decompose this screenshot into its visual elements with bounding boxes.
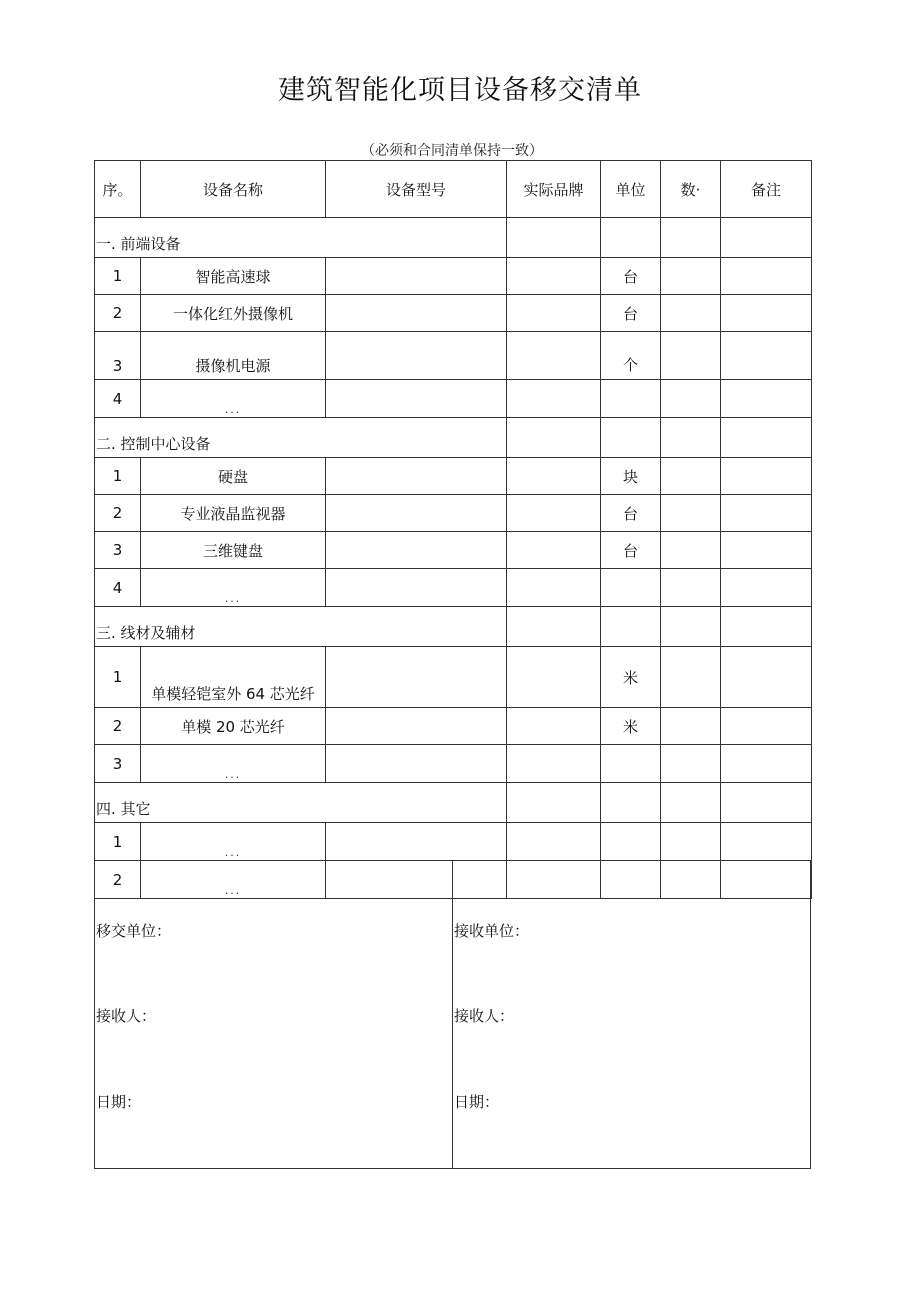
table-row (95, 647, 812, 708)
row-remark (721, 332, 812, 380)
empty-cell (601, 607, 661, 647)
row-seq: 2 (95, 495, 141, 532)
row-model (326, 332, 507, 380)
table-row (95, 745, 812, 783)
section-label: 二. 控制中心设备 (95, 418, 507, 458)
signoff-section (94, 860, 811, 1169)
row-seq: 2 (95, 708, 141, 745)
empty-cell (661, 418, 721, 458)
row-unit (601, 380, 661, 418)
row-brand (507, 823, 601, 861)
table-row (95, 380, 812, 418)
signoff-left-column (95, 860, 453, 1168)
row-brand (507, 295, 601, 332)
row-brand (507, 258, 601, 295)
header-qty: 数· (661, 161, 721, 218)
row-qty (661, 458, 721, 495)
table-row (95, 258, 812, 295)
document-title: 建筑智能化项目设备移交清单 (278, 75, 642, 106)
row-qty (661, 823, 721, 861)
row-remark (721, 745, 812, 783)
section-label: 四. 其它 (95, 783, 507, 823)
row-seq: 4 (95, 569, 141, 607)
row-brand (507, 569, 601, 607)
row-name: 智能高速球 (141, 258, 326, 295)
row-model (326, 708, 507, 745)
row-unit: 个 (601, 332, 661, 380)
row-qty (661, 495, 721, 532)
row-qty (661, 295, 721, 332)
row-remark (721, 295, 812, 332)
row-remark (721, 380, 812, 418)
row-seq: 1 (95, 258, 141, 295)
row-unit: 台 (601, 258, 661, 295)
handover-date-label: 日期： (96, 1093, 142, 1111)
row-name: ... (141, 745, 326, 783)
receiving-unit-label: 接收单位： (454, 922, 530, 940)
row-seq: 3 (95, 745, 141, 783)
row-unit: 台 (601, 295, 661, 332)
row-unit (601, 823, 661, 861)
row-model (326, 745, 507, 783)
row-qty (661, 532, 721, 569)
row-remark (721, 569, 812, 607)
section-row (95, 607, 812, 647)
header-seq: 序。 (95, 161, 141, 218)
row-brand (507, 647, 601, 708)
row-remark (721, 495, 812, 532)
row-qty (661, 569, 721, 607)
empty-cell (507, 418, 601, 458)
document-subtitle: （必须和合同清单保持一致） (361, 143, 543, 159)
row-unit: 台 (601, 532, 661, 569)
row-unit: 米 (601, 647, 661, 708)
header-model: 设备型号 (326, 161, 507, 218)
table-row (95, 569, 812, 607)
header-remark: 备注 (721, 161, 812, 218)
row-name: ... (141, 861, 326, 899)
row-model (326, 495, 507, 532)
row-seq: 1 (95, 647, 141, 708)
row-seq: 4 (95, 380, 141, 418)
empty-cell (601, 783, 661, 823)
row-seq: 3 (95, 332, 141, 380)
row-qty (661, 708, 721, 745)
row-qty (661, 258, 721, 295)
table-row (95, 332, 812, 380)
section-row (95, 418, 812, 458)
empty-cell (721, 218, 812, 258)
row-name: 硬盘 (141, 458, 326, 495)
handover-receiver-label: 接收人： (96, 1007, 157, 1025)
row-seq: 1 (95, 458, 141, 495)
empty-cell (721, 607, 812, 647)
section-label: 三. 线材及辅材 (95, 607, 507, 647)
empty-cell (507, 218, 601, 258)
row-model (326, 295, 507, 332)
row-model (326, 380, 507, 418)
table-row (95, 295, 812, 332)
row-name: 单模轻铠室外 64 芯光纤 (141, 647, 326, 708)
row-qty (661, 332, 721, 380)
row-model (326, 258, 507, 295)
row-brand (507, 458, 601, 495)
row-unit: 台 (601, 495, 661, 532)
section-row (95, 218, 812, 258)
row-model (326, 823, 507, 861)
empty-cell (721, 418, 812, 458)
row-name: ... (141, 569, 326, 607)
table-row (95, 458, 812, 495)
row-brand (507, 708, 601, 745)
handover-unit-label: 移交单位： (96, 922, 172, 940)
row-name: 三维键盘 (141, 532, 326, 569)
row-unit: 米 (601, 708, 661, 745)
row-remark (721, 708, 812, 745)
table-row (95, 495, 812, 532)
row-unit (601, 745, 661, 783)
empty-cell (661, 607, 721, 647)
row-model (326, 647, 507, 708)
equipment-table (94, 160, 812, 899)
row-qty (661, 745, 721, 783)
row-unit: 块 (601, 458, 661, 495)
row-seq: 2 (95, 861, 141, 899)
signoff-right-column (453, 860, 810, 1168)
row-seq: 3 (95, 532, 141, 569)
header-brand: 实际品牌 (507, 161, 601, 218)
empty-cell (507, 783, 601, 823)
receiving-receiver-label: 接收人： (454, 1007, 515, 1025)
row-qty (661, 647, 721, 708)
receiving-date-label: 日期： (454, 1093, 500, 1111)
table-row (95, 823, 812, 861)
row-brand (507, 332, 601, 380)
empty-cell (721, 783, 812, 823)
table-row (95, 708, 812, 745)
row-name: 单模 20 芯光纤 (141, 708, 326, 745)
row-brand (507, 532, 601, 569)
empty-cell (601, 218, 661, 258)
row-name: 专业液晶监视器 (141, 495, 326, 532)
row-brand (507, 745, 601, 783)
header-unit: 单位 (601, 161, 661, 218)
row-brand (507, 495, 601, 532)
section-row (95, 783, 812, 823)
header-name: 设备名称 (141, 161, 326, 218)
row-remark (721, 458, 812, 495)
row-model (326, 569, 507, 607)
row-name: 一体化红外摄像机 (141, 295, 326, 332)
row-model (326, 458, 507, 495)
row-remark (721, 258, 812, 295)
row-qty (661, 380, 721, 418)
row-name: ... (141, 823, 326, 861)
row-name: 摄像机电源 (141, 332, 326, 380)
row-name: ... (141, 380, 326, 418)
empty-cell (661, 783, 721, 823)
table-header-row (95, 161, 812, 218)
row-seq: 2 (95, 295, 141, 332)
section-label: 一. 前端设备 (95, 218, 507, 258)
row-unit (601, 569, 661, 607)
row-brand (507, 380, 601, 418)
row-remark (721, 532, 812, 569)
row-model (326, 532, 507, 569)
empty-cell (601, 418, 661, 458)
row-remark (721, 647, 812, 708)
row-remark (721, 823, 812, 861)
table-row (95, 532, 812, 569)
row-seq: 1 (95, 823, 141, 861)
empty-cell (507, 607, 601, 647)
empty-cell (661, 218, 721, 258)
